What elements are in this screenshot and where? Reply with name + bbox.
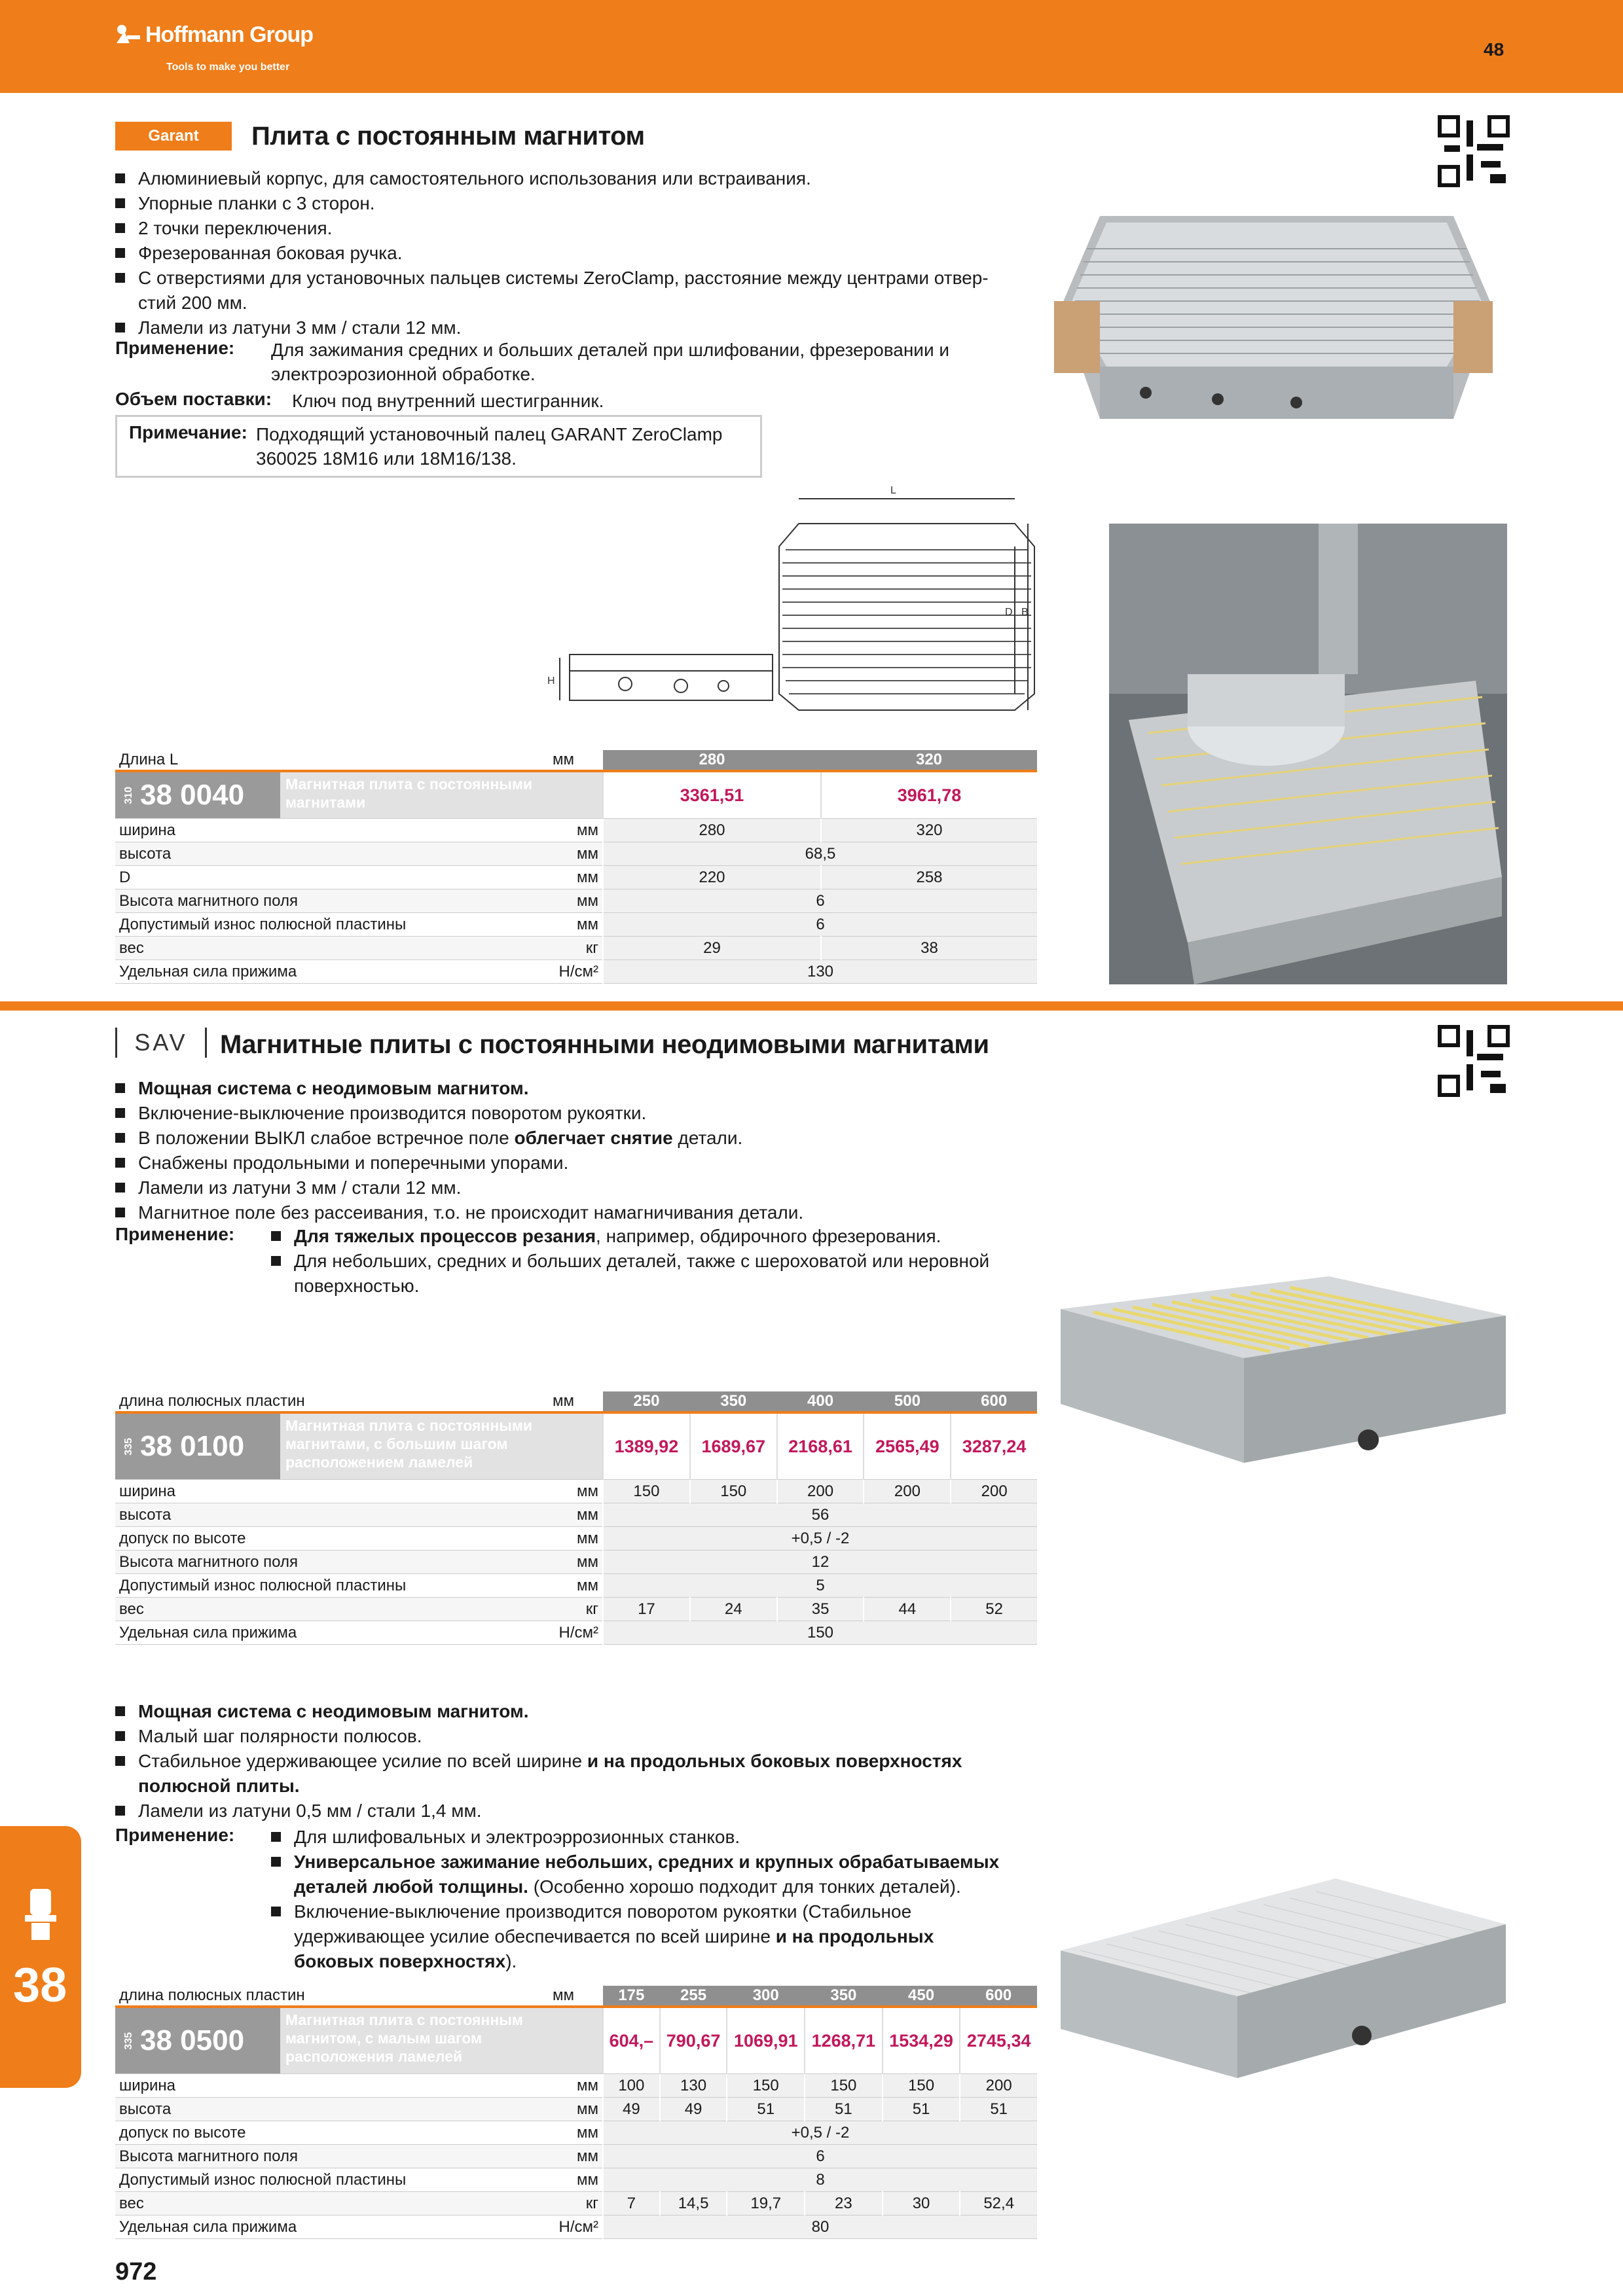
application-label: Применение: <box>115 1825 235 1845</box>
bullet-item: Мощная система с неодимовым магнитом. <box>115 1076 1097 1101</box>
application-list <box>271 1825 1057 1974</box>
bullet-item: Упорные планки с 3 сторон. <box>115 191 1032 216</box>
brand-name: Hoffmann Group <box>145 22 314 47</box>
table-row: допуск по высоте мм +0,5 / -2 <box>115 2121 1037 2145</box>
machining-photo <box>1109 524 1507 984</box>
column-header: 320 <box>821 750 1037 771</box>
table-row: Удельная сила прижима Н/см² 80 <box>115 2215 1037 2239</box>
delivery-label: Объем поставки: <box>115 389 272 409</box>
header-unit: мм <box>549 1391 603 1412</box>
price-cell[interactable]: 1689,67 <box>690 1412 777 1480</box>
article-prefix: 310 <box>123 786 134 804</box>
article-cell[interactable] <box>115 1412 549 1480</box>
application-list <box>271 1224 1057 1299</box>
price-cell[interactable]: 3961,78 <box>821 771 1037 819</box>
section1-bullets <box>115 166 1032 340</box>
spec-table-380500 <box>115 1986 1037 2239</box>
bullet-item: 2 точки переключения. <box>115 216 1032 241</box>
column-header: 350 <box>690 1391 777 1412</box>
table-row: допуск по высоте мм +0,5 / -2 <box>115 1527 1037 1551</box>
qr-code-1[interactable] <box>1438 115 1510 187</box>
column-header: 255 <box>660 1986 727 2007</box>
article-description: Магнитная плита с постоянными магнитами <box>280 772 549 818</box>
bullet-item: Снабжены продольными и поперечными упорами. <box>115 1151 1097 1175</box>
article-row[interactable] <box>115 771 1037 819</box>
svg-text:H: H <box>547 675 555 687</box>
table-row: Высота магнитного поля мм 6 <box>115 2145 1037 2168</box>
price-cell[interactable]: 1069,91 <box>727 2007 805 2074</box>
price-cell[interactable]: 2745,34 <box>960 2007 1037 2074</box>
price-cell[interactable]: 3361,51 <box>603 771 821 819</box>
spec-table-380040 <box>115 750 1037 984</box>
section-divider <box>0 1001 1623 1011</box>
section2-bullets <box>115 1076 1097 1225</box>
price-cell[interactable]: 790,67 <box>660 2007 727 2074</box>
application-label: Применение: <box>115 1224 235 1244</box>
bullet-item: Мощная система с неодимовым магнитом. <box>115 1699 1097 1724</box>
bullet-item: Малый шаг полярности полюсов. <box>115 1724 1097 1749</box>
header-unit: мм <box>549 750 603 771</box>
table-header-row <box>115 750 1037 771</box>
table-row: Удельная сила прижима Н/см² 130 <box>115 960 1037 984</box>
application-continuation: поверхностью. <box>294 1276 420 1296</box>
note-text: Подходящий установочный палец GARANT ZeroClamp 360025 18M16 или 18M16/138. <box>256 424 723 469</box>
table-row: Допустимый износ полюсной пластины мм 5 <box>115 1574 1037 1598</box>
article-number: 38 0100 <box>140 1430 245 1462</box>
table-row: Допустимый износ полюсной пластины мм 6 <box>115 913 1037 937</box>
application-continuation: боковых поверхностях). <box>294 1951 517 1971</box>
header-label: длина полюсных пластин <box>115 1986 549 2007</box>
bullet-item: С отверстиями для установочных пальцев системы ZeroClamp, расстояние между центрами отвер- <box>115 266 1032 291</box>
article-row[interactable] <box>115 1412 1037 1480</box>
hoffmann-logo-icon <box>115 24 141 45</box>
catalog-page-number: 48 <box>1484 39 1504 60</box>
application-item: Для шлифовальных и электроэррозионных станков. <box>271 1825 1057 1850</box>
sav-badge-label: SAV <box>134 1029 188 1056</box>
svg-text:B: B <box>1021 607 1029 618</box>
sav-badge <box>115 1028 207 1058</box>
price-cell[interactable]: 2565,49 <box>864 1412 951 1480</box>
article-prefix: 335 <box>123 2032 134 2050</box>
svg-text:L: L <box>890 485 896 496</box>
column-header: 600 <box>951 1391 1037 1412</box>
article-description: Магнитная плита с постоянным магнитом, с малым шагом расположения ламелей <box>280 2008 549 2073</box>
footer-page-number: 972 <box>115 2258 157 2286</box>
section3-bullets <box>115 1699 1097 1823</box>
article-cell[interactable] <box>115 771 549 819</box>
bullet-item: Включение-выключение производится поворотом рукоятки. <box>115 1101 1097 1126</box>
chapter-number: 38 <box>13 1958 67 2012</box>
application-item: Для тяжелых процессов резания, например, обдирочного фрезерования. <box>271 1224 1057 1249</box>
article-row[interactable] <box>115 2007 1037 2074</box>
table-header-row <box>115 1391 1037 1412</box>
spec-table-380100 <box>115 1391 1037 1645</box>
table-row: Допустимый износ полюсной пластины мм 8 <box>115 2168 1037 2192</box>
application-item: Универсальное зажимание небольших, средних и крупных обрабатываемых <box>271 1850 1057 1874</box>
table-row: высота мм 56 <box>115 1503 1037 1527</box>
application-label: Применение: <box>115 338 235 358</box>
bullet-item: Фрезерованная боковая ручка. <box>115 241 1032 266</box>
bullet-item: Магнитное поле без рассеивания, т.о. не происходит намагничивания детали. <box>115 1200 1097 1225</box>
column-header: 400 <box>777 1391 864 1412</box>
column-header: 250 <box>603 1391 690 1412</box>
section1-title: Плита с постоянным магнитом <box>251 122 645 151</box>
bullet-item: В положении ВЫКЛ слабое встречное поле облегчает снятие детали. <box>115 1126 1097 1151</box>
brand-logo[interactable] <box>115 22 313 48</box>
table-row: D мм 220 258 <box>115 866 1037 889</box>
bullet-continuation: полюсной плиты. <box>138 1776 300 1796</box>
table-row: вес кг 29 38 <box>115 937 1037 960</box>
column-header: 280 <box>603 750 821 771</box>
application-continuation: деталей любой толщины. (Особенно хорошо подходит для тонких деталей). <box>294 1876 961 1897</box>
table-row: ширина мм 280 320 <box>115 819 1037 842</box>
article-number: 38 0500 <box>140 2024 245 2056</box>
article-number: 38 0040 <box>140 779 245 811</box>
price-cell[interactable]: 604,– <box>603 2007 660 2074</box>
table-row: высота мм 68,5 <box>115 842 1037 866</box>
column-header: 300 <box>727 1986 805 2007</box>
article-cell[interactable] <box>115 2007 549 2074</box>
column-header: 500 <box>864 1391 951 1412</box>
brand-tagline: Tools to make you better <box>166 62 290 73</box>
bullet-item: Алюминиевый корпус, для самостоятельного использования или встраивания. <box>115 166 1032 191</box>
price-cell[interactable]: 3287,24 <box>951 1412 1037 1480</box>
table-row: вес кг 17 24 35 44 52 <box>115 1598 1037 1621</box>
delivery-text: Ключ под внутренний шестигранник. <box>292 391 604 411</box>
garant-badge <box>115 122 232 151</box>
article-description: Магнитная плита с постоянными магнитами, с большим шагом расположением ламелей <box>280 1414 549 1479</box>
section2-title: Магнитные плиты с постоянными неодимовыми магнитами <box>220 1030 989 1059</box>
price-cell[interactable]: 1268,71 <box>805 2007 883 2074</box>
clamp-icon <box>22 1889 59 1941</box>
qr-code-2[interactable] <box>1438 1025 1510 1097</box>
header-unit: мм <box>549 1986 603 2007</box>
table-header-row <box>115 1986 1037 2007</box>
application-continuation: удерживающее усилие обеспечивается по всей ширине и на продольных <box>294 1926 934 1946</box>
table-row: Высота магнитного поля мм 12 <box>115 1551 1037 1574</box>
article-prefix: 335 <box>123 1437 134 1456</box>
table-row: ширина мм 150 150 200 200 200 <box>115 1480 1037 1503</box>
chapter-tab[interactable] <box>0 1826 81 2088</box>
application-item: Для небольших, средних и больших деталей, также с шероховатой или неровной <box>271 1249 1057 1274</box>
note-label: Примечание: <box>129 422 247 442</box>
note-box <box>115 415 762 478</box>
application-text: Для зажимания средних и больших деталей при шлифовании, фрезеровании и электроэрозионной обработке. <box>271 340 949 384</box>
table-row: вес кг 7 14,5 19,7 23 30 52,4 <box>115 2192 1037 2215</box>
bullet-item: Ламели из латуни 3 мм / стали 12 мм. <box>115 1175 1097 1200</box>
bullet-continuation: стий 200 мм. <box>138 293 247 313</box>
garant-badge-label: Garant <box>148 127 199 145</box>
table-row: ширина мм 100 130 150 150 150 200 <box>115 2074 1037 2098</box>
table-row: высота мм 49 49 51 51 51 51 <box>115 2098 1037 2121</box>
column-header: 175 <box>603 1986 660 2007</box>
price-cell[interactable]: 1534,29 <box>883 2007 960 2074</box>
header-label: Длина L <box>115 750 549 771</box>
product-image-sav-plate-wide <box>1054 1270 1512 1466</box>
table-row: Удельная сила прижима Н/см² 150 <box>115 1621 1037 1645</box>
bullet-item: Ламели из латуни 3 мм / стали 12 мм. <box>115 315 1032 340</box>
column-header: 350 <box>805 1986 883 2007</box>
column-header: 600 <box>960 1986 1037 2007</box>
language-code: RUE <box>1571 36 1581 54</box>
svg-text:D: D <box>1005 607 1013 618</box>
bullet-item: Стабильное удерживающее усилие по всей ширине и на продольных боковых поверхностях <box>115 1749 1097 1774</box>
application-item: Включение-выключение производится поворотом рукоятки (Стабильное <box>271 1899 1057 1924</box>
header-label: длина полюсных пластин <box>115 1391 549 1412</box>
price-cell[interactable]: 2168,61 <box>777 1412 864 1480</box>
price-cell[interactable]: 1389,92 <box>603 1412 690 1480</box>
column-header: 450 <box>883 1986 960 2007</box>
product-image-garant-plate <box>1048 203 1506 425</box>
bullet-item: Ламели из латуни 0,5 мм / стали 1,4 мм. <box>115 1799 1097 1823</box>
product-image-sav-plate-fine <box>1054 1865 1512 2081</box>
table-row: Высота магнитного поля мм 6 <box>115 889 1037 913</box>
technical-drawing <box>511 484 1048 720</box>
